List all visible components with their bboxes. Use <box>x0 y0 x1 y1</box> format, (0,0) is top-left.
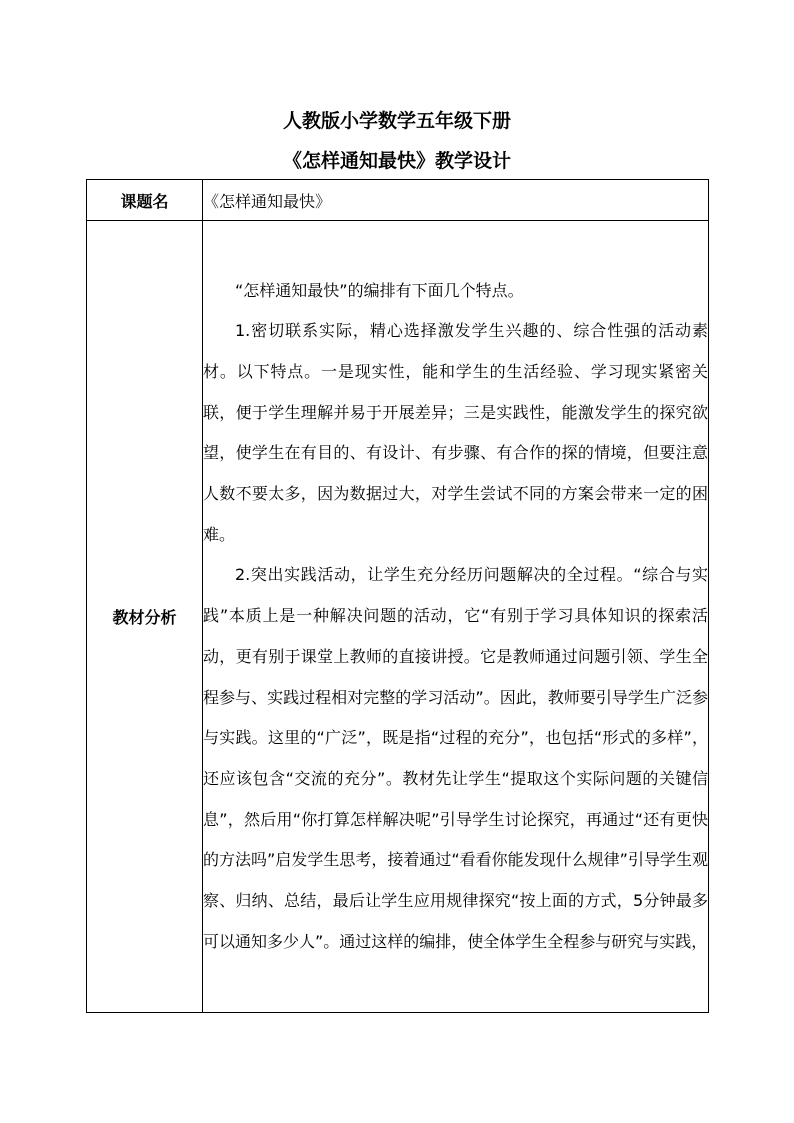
document-subtitle: 《怎样通知最快》教学设计 <box>282 150 511 172</box>
row-label-topic: 课题名 <box>87 180 203 221</box>
analysis-content <box>203 221 709 1013</box>
analysis-paragraph-1: 1.密切联系实际，精心选择激发学生兴趣的、综合性强的活动素材。以下特点。一是现实性，能和学生的生活经验、学习现实紧密关联，便于学生理解并易于开展差异；三是实践性，能激发学生的探究欲望，使学生在有目的、有设计、有步骤、有合作的探的情境，但要注意人数不要太多，因为数据过大，对学生尝试不同的方案会带来一定的困难。 <box>203 321 708 544</box>
analysis-paragraph-intro: “怎样通知最快”的编排有下面几个特点。 <box>235 280 524 300</box>
row-label-analysis: 教材分析 <box>87 221 203 1013</box>
table-row-analysis <box>87 221 709 1013</box>
topic-value: 《怎样通知最快》 <box>203 180 709 221</box>
table-row-topic <box>87 180 709 221</box>
lesson-design-table <box>86 179 709 1013</box>
analysis-paragraph-2: 2.突出实践活动，让学生充分经历问题解决的全过程。“综合与实践”本质上是一种解决问题的活动，它“有别于学习具体知识的探索活动，更有别于课堂上教师的直接讲授。它是教师通过问题引领、学生全程参与、实践过程相对完整的学习活动”。因此，教师要引导学生广泛参与实践。这里的“广泛”，既是指“过程的充分”，也包括“形式的多样”，还应该包含“交流的充分”。教材先让学生“提取这个实际问题的关键信息”，然后用“你打算怎样解决呢”引导学生讨论探究，再通过“还有更快的方法吗”启发学生思考，接着通过“看看你能发现什么规律”引导学生观察、归纳、总结，最后让学生应用规律探究“按上面的方式，5分钟最多可以通知多少人”。通过这样的编排，使全体学生全程参与研究与实践， <box>203 565 708 951</box>
document-title: 人教版小学数学五年级下册 <box>282 110 511 132</box>
